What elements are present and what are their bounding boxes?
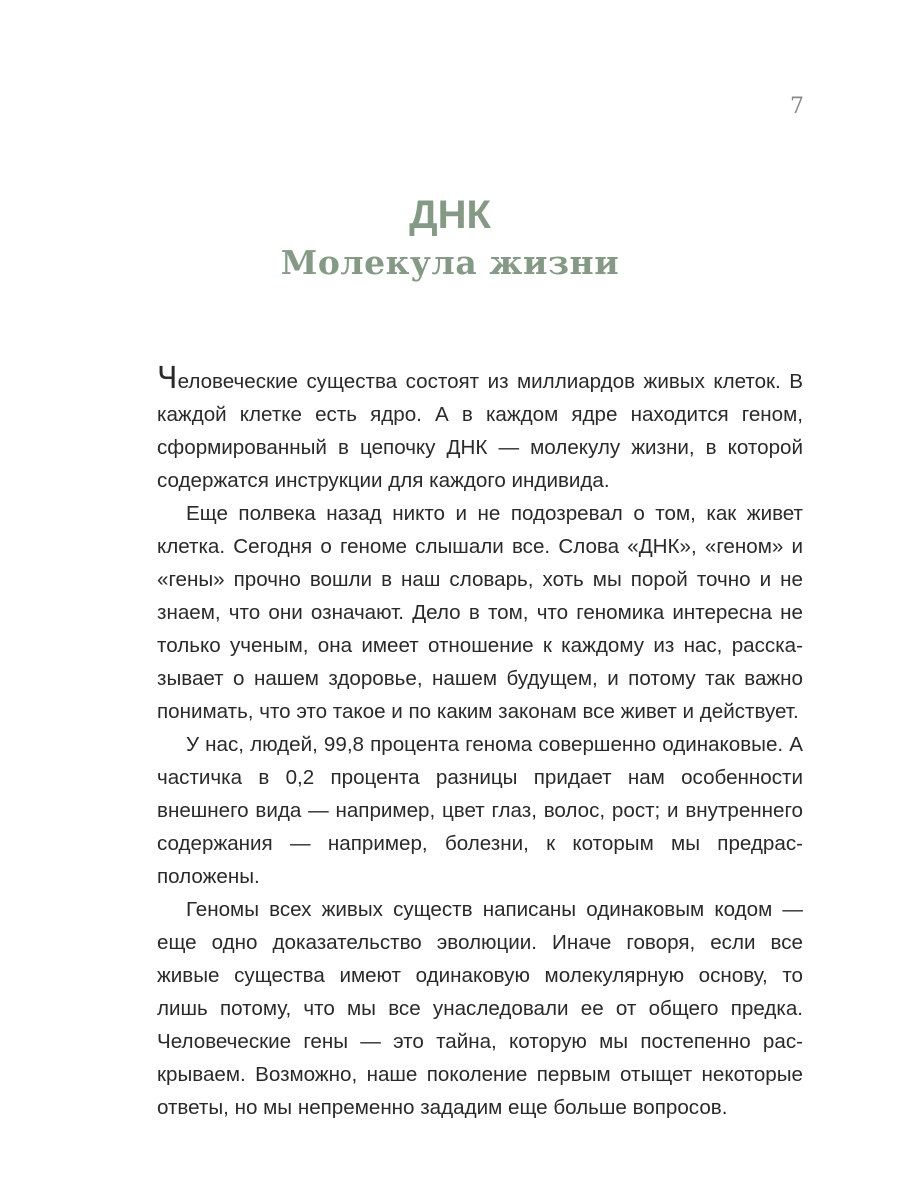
paragraph-3: У нас, людей, 99,8 процента генома совершенно одинаковые. А частичка в 0,2 процента разницы придает нам особенности внешнего вида — например, цвет глаз, волос, рост; и внутреннего содержания — например, болезни, к которым мы предрасположены. bbox=[157, 733, 803, 888]
drop-cap: Ч bbox=[157, 361, 178, 396]
paragraph-4: Геномы всех живых существ написаны одинаковым кодом — еще одно доказательство эволюции. Иначе говоря, если все живые существа имеют одинаковую молекулярную основу, то лишь потому, что мы все унаследовали ее от общего предка. Человеческие гены — это тайна, которую мы постепенно раскрываем. Возможно, наше поколение первым отыщет некоторые ответы, но мы непременно зададим еще больше вопросов. bbox=[157, 898, 803, 1119]
chapter-title: ДНК bbox=[409, 193, 491, 237]
page-number: 7 bbox=[790, 94, 804, 119]
chapter-heading bbox=[0, 194, 900, 282]
body-text bbox=[157, 361, 803, 1124]
paragraph-1-text: еловеческие существа состоят из миллиардов живых клеток. В каждой клетке есть ядро. А в каждом ядре находится геном, сформированный в цепочку ДНК — молекулу жизни, в которой содержатся инструкции для каждого индивида. bbox=[157, 370, 803, 492]
chapter-subtitle: Молекула жизни bbox=[280, 243, 620, 282]
paragraph-2: Еще полвека назад никто и не подозревал о том, как живет клетка. Сегодня о геноме слышали все. Слова «ДНК», «геном» и «гены» прочно вошли в наш словарь, хоть мы порой точно и не знаем, что они означают. Дело в том, что геномика интересна не только ученым, она имеет отношение к каждому из нас, рассказывает о нашем здоровье, нашем будущем, и потому так важно понимать, что это такое и по каким законам все живет и действует. bbox=[157, 502, 803, 723]
paragraph-1 bbox=[157, 361, 803, 497]
